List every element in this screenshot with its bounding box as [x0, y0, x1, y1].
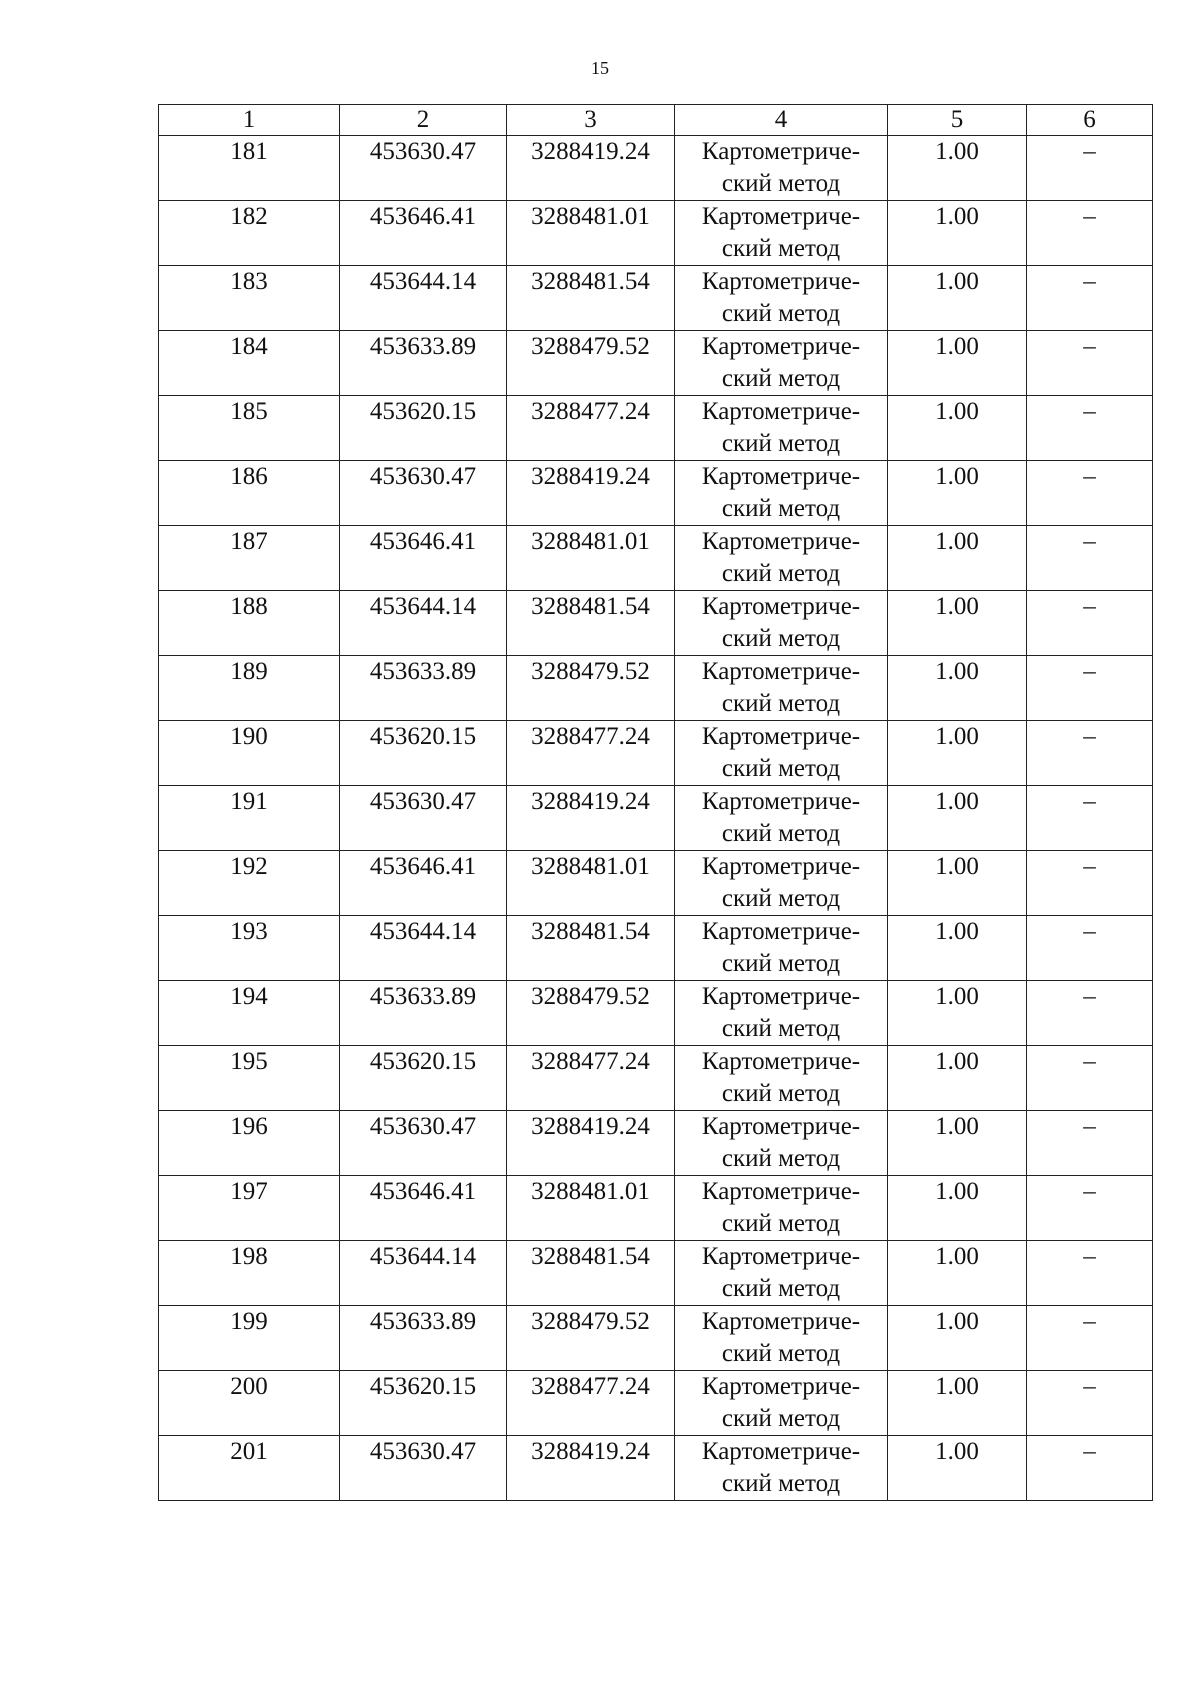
table-row [159, 1046, 1153, 1111]
point-number-cell: 186 [159, 461, 340, 526]
x-coordinate-cell: 453646.41 [340, 851, 507, 916]
method-line-2: ский метод [721, 1405, 841, 1432]
method-line-2: ский метод [721, 170, 841, 197]
accuracy-cell: 1.00 [888, 591, 1027, 656]
y-coordinate-cell: 3288419.24 [507, 136, 675, 201]
table-row [159, 526, 1153, 591]
method-line-2: ский метод [721, 950, 841, 977]
method-cell [675, 266, 888, 331]
accuracy-cell: 1.00 [888, 1111, 1027, 1176]
x-coordinate-cell: 453633.89 [340, 1306, 507, 1371]
table-row [159, 591, 1153, 656]
x-coordinate-cell: 453644.14 [340, 591, 507, 656]
x-coordinate-cell: 453633.89 [340, 656, 507, 721]
table-row [159, 1371, 1153, 1436]
table-row [159, 266, 1153, 331]
method-line-1: Картометриче- [701, 1178, 861, 1205]
y-coordinate-cell: 3288477.24 [507, 1046, 675, 1111]
method-line-1: Картометриче- [701, 398, 861, 425]
table-row [159, 656, 1153, 721]
point-number-cell: 182 [159, 201, 340, 266]
method-line-1: Картометриче- [701, 853, 861, 880]
table-row [159, 786, 1153, 851]
accuracy-cell: 1.00 [888, 1241, 1027, 1306]
y-coordinate-cell: 3288419.24 [507, 461, 675, 526]
note-cell: – [1027, 1111, 1153, 1176]
table-row [159, 916, 1153, 981]
method-line-1: Картометриче- [701, 1373, 861, 1400]
x-coordinate-cell: 453644.14 [340, 916, 507, 981]
point-number-cell: 184 [159, 331, 340, 396]
y-coordinate-cell: 3288419.24 [507, 1436, 675, 1501]
column-header: 6 [1027, 105, 1153, 136]
method-cell [675, 461, 888, 526]
coordinates-table [158, 104, 1153, 1501]
method-line-2: ский метод [721, 365, 841, 392]
method-line-2: ский метод [721, 690, 841, 717]
method-cell [675, 916, 888, 981]
point-number-cell: 181 [159, 136, 340, 201]
method-line-1: Картометриче- [701, 1308, 861, 1335]
point-number-cell: 193 [159, 916, 340, 981]
x-coordinate-cell: 453644.14 [340, 1241, 507, 1306]
accuracy-cell: 1.00 [888, 136, 1027, 201]
method-line-1: Картометриче- [701, 918, 861, 945]
table-row [159, 396, 1153, 461]
method-line-1: Картометриче- [701, 1113, 861, 1140]
note-cell: – [1027, 266, 1153, 331]
y-coordinate-cell: 3288479.52 [507, 656, 675, 721]
note-cell: – [1027, 136, 1153, 201]
accuracy-cell: 1.00 [888, 266, 1027, 331]
column-header: 3 [507, 105, 675, 136]
method-cell [675, 1306, 888, 1371]
table-row [159, 331, 1153, 396]
note-cell: – [1027, 526, 1153, 591]
accuracy-cell: 1.00 [888, 1436, 1027, 1501]
table-body [159, 105, 1153, 1501]
note-cell: – [1027, 1306, 1153, 1371]
accuracy-cell: 1.00 [888, 526, 1027, 591]
accuracy-cell: 1.00 [888, 721, 1027, 786]
y-coordinate-cell: 3288481.01 [507, 526, 675, 591]
x-coordinate-cell: 453630.47 [340, 786, 507, 851]
point-number-cell: 199 [159, 1306, 340, 1371]
table-row [159, 851, 1153, 916]
x-coordinate-cell: 453630.47 [340, 461, 507, 526]
method-line-1: Картометриче- [701, 983, 861, 1010]
note-cell: – [1027, 1371, 1153, 1436]
method-line-1: Картометриче- [701, 333, 861, 360]
method-line-2: ский метод [721, 625, 841, 652]
accuracy-cell: 1.00 [888, 851, 1027, 916]
method-line-2: ский метод [721, 885, 841, 912]
method-line-1: Картометриче- [701, 1048, 861, 1075]
x-coordinate-cell: 453620.15 [340, 1046, 507, 1111]
method-cell [675, 201, 888, 266]
column-header: 5 [888, 105, 1027, 136]
method-line-2: ский метод [721, 495, 841, 522]
y-coordinate-cell: 3288419.24 [507, 1111, 675, 1176]
method-line-1: Картометриче- [701, 593, 861, 620]
accuracy-cell: 1.00 [888, 396, 1027, 461]
point-number-cell: 190 [159, 721, 340, 786]
point-number-cell: 185 [159, 396, 340, 461]
method-line-1: Картометриче- [701, 138, 861, 165]
table-row [159, 461, 1153, 526]
table-row [159, 136, 1153, 201]
point-number-cell: 201 [159, 1436, 340, 1501]
point-number-cell: 191 [159, 786, 340, 851]
column-header: 4 [675, 105, 888, 136]
x-coordinate-cell: 453630.47 [340, 1111, 507, 1176]
point-number-cell: 198 [159, 1241, 340, 1306]
method-cell [675, 1241, 888, 1306]
accuracy-cell: 1.00 [888, 1306, 1027, 1371]
table-row [159, 721, 1153, 786]
accuracy-cell: 1.00 [888, 1176, 1027, 1241]
method-line-2: ский метод [721, 1470, 841, 1497]
method-line-2: ский метод [721, 300, 841, 327]
method-line-1: Картометриче- [701, 658, 861, 685]
table-row [159, 1176, 1153, 1241]
method-line-2: ский метод [721, 1275, 841, 1302]
accuracy-cell: 1.00 [888, 461, 1027, 526]
method-cell [675, 591, 888, 656]
accuracy-cell: 1.00 [888, 981, 1027, 1046]
method-cell [675, 1046, 888, 1111]
x-coordinate-cell: 453630.47 [340, 1436, 507, 1501]
point-number-cell: 194 [159, 981, 340, 1046]
note-cell: – [1027, 916, 1153, 981]
method-cell [675, 526, 888, 591]
y-coordinate-cell: 3288481.54 [507, 266, 675, 331]
note-cell: – [1027, 1241, 1153, 1306]
x-coordinate-cell: 453646.41 [340, 1176, 507, 1241]
method-line-1: Картометриче- [701, 203, 861, 230]
note-cell: – [1027, 461, 1153, 526]
point-number-cell: 183 [159, 266, 340, 331]
table-row [159, 1306, 1153, 1371]
y-coordinate-cell: 3288419.24 [507, 786, 675, 851]
x-coordinate-cell: 453620.15 [340, 721, 507, 786]
note-cell: – [1027, 201, 1153, 266]
method-line-2: ский метод [721, 1210, 841, 1237]
table-row [159, 1111, 1153, 1176]
column-header: 2 [340, 105, 507, 136]
x-coordinate-cell: 453646.41 [340, 526, 507, 591]
accuracy-cell: 1.00 [888, 331, 1027, 396]
method-line-2: ский метод [721, 1080, 841, 1107]
method-cell [675, 396, 888, 461]
method-cell [675, 1371, 888, 1436]
method-line-1: Картометриче- [701, 1243, 861, 1270]
table-header-row [159, 105, 1153, 136]
x-coordinate-cell: 453620.15 [340, 1371, 507, 1436]
method-line-2: ский метод [721, 235, 841, 262]
y-coordinate-cell: 3288481.01 [507, 851, 675, 916]
method-cell [675, 851, 888, 916]
y-coordinate-cell: 3288481.01 [507, 1176, 675, 1241]
note-cell: – [1027, 1436, 1153, 1501]
page-number: 15 [591, 58, 609, 78]
method-cell [675, 331, 888, 396]
y-coordinate-cell: 3288481.54 [507, 1241, 675, 1306]
method-cell [675, 981, 888, 1046]
y-coordinate-cell: 3288481.54 [507, 591, 675, 656]
x-coordinate-cell: 453620.15 [340, 396, 507, 461]
accuracy-cell: 1.00 [888, 1371, 1027, 1436]
note-cell: – [1027, 851, 1153, 916]
note-cell: – [1027, 591, 1153, 656]
method-line-1: Картометриче- [701, 463, 861, 490]
accuracy-cell: 1.00 [888, 1046, 1027, 1111]
method-line-2: ский метод [721, 430, 841, 457]
method-line-2: ский метод [721, 560, 841, 587]
accuracy-cell: 1.00 [888, 201, 1027, 266]
table-row [159, 1241, 1153, 1306]
y-coordinate-cell: 3288477.24 [507, 396, 675, 461]
method-cell [675, 1176, 888, 1241]
y-coordinate-cell: 3288477.24 [507, 1371, 675, 1436]
note-cell: – [1027, 981, 1153, 1046]
x-coordinate-cell: 453644.14 [340, 266, 507, 331]
y-coordinate-cell: 3288479.52 [507, 981, 675, 1046]
method-line-2: ский метод [721, 820, 841, 847]
y-coordinate-cell: 3288481.54 [507, 916, 675, 981]
table-row [159, 1436, 1153, 1501]
point-number-cell: 189 [159, 656, 340, 721]
note-cell: – [1027, 1046, 1153, 1111]
note-cell: – [1027, 396, 1153, 461]
x-coordinate-cell: 453633.89 [340, 331, 507, 396]
method-cell [675, 1436, 888, 1501]
method-line-2: ский метод [721, 1340, 841, 1367]
note-cell: – [1027, 1176, 1153, 1241]
method-line-2: ский метод [721, 1145, 841, 1172]
point-number-cell: 187 [159, 526, 340, 591]
point-number-cell: 195 [159, 1046, 340, 1111]
x-coordinate-cell: 453633.89 [340, 981, 507, 1046]
note-cell: – [1027, 786, 1153, 851]
point-number-cell: 197 [159, 1176, 340, 1241]
method-line-2: ский метод [721, 1015, 841, 1042]
method-line-1: Картометриче- [701, 268, 861, 295]
note-cell: – [1027, 721, 1153, 786]
method-line-1: Картометриче- [701, 723, 861, 750]
method-cell [675, 136, 888, 201]
x-coordinate-cell: 453646.41 [340, 201, 507, 266]
method-cell [675, 721, 888, 786]
method-cell [675, 656, 888, 721]
column-header: 1 [159, 105, 340, 136]
method-line-1: Картометриче- [701, 788, 861, 815]
y-coordinate-cell: 3288477.24 [507, 721, 675, 786]
table-row [159, 201, 1153, 266]
point-number-cell: 192 [159, 851, 340, 916]
point-number-cell: 188 [159, 591, 340, 656]
note-cell: – [1027, 656, 1153, 721]
method-line-1: Картометриче- [701, 528, 861, 555]
method-line-2: ский метод [721, 755, 841, 782]
accuracy-cell: 1.00 [888, 656, 1027, 721]
x-coordinate-cell: 453630.47 [340, 136, 507, 201]
point-number-cell: 196 [159, 1111, 340, 1176]
y-coordinate-cell: 3288479.52 [507, 1306, 675, 1371]
y-coordinate-cell: 3288481.01 [507, 201, 675, 266]
point-number-cell: 200 [159, 1371, 340, 1436]
method-cell [675, 1111, 888, 1176]
method-line-1: Картометриче- [701, 1438, 861, 1465]
accuracy-cell: 1.00 [888, 786, 1027, 851]
method-cell [675, 786, 888, 851]
y-coordinate-cell: 3288479.52 [507, 331, 675, 396]
note-cell: – [1027, 331, 1153, 396]
table-row [159, 981, 1153, 1046]
accuracy-cell: 1.00 [888, 916, 1027, 981]
